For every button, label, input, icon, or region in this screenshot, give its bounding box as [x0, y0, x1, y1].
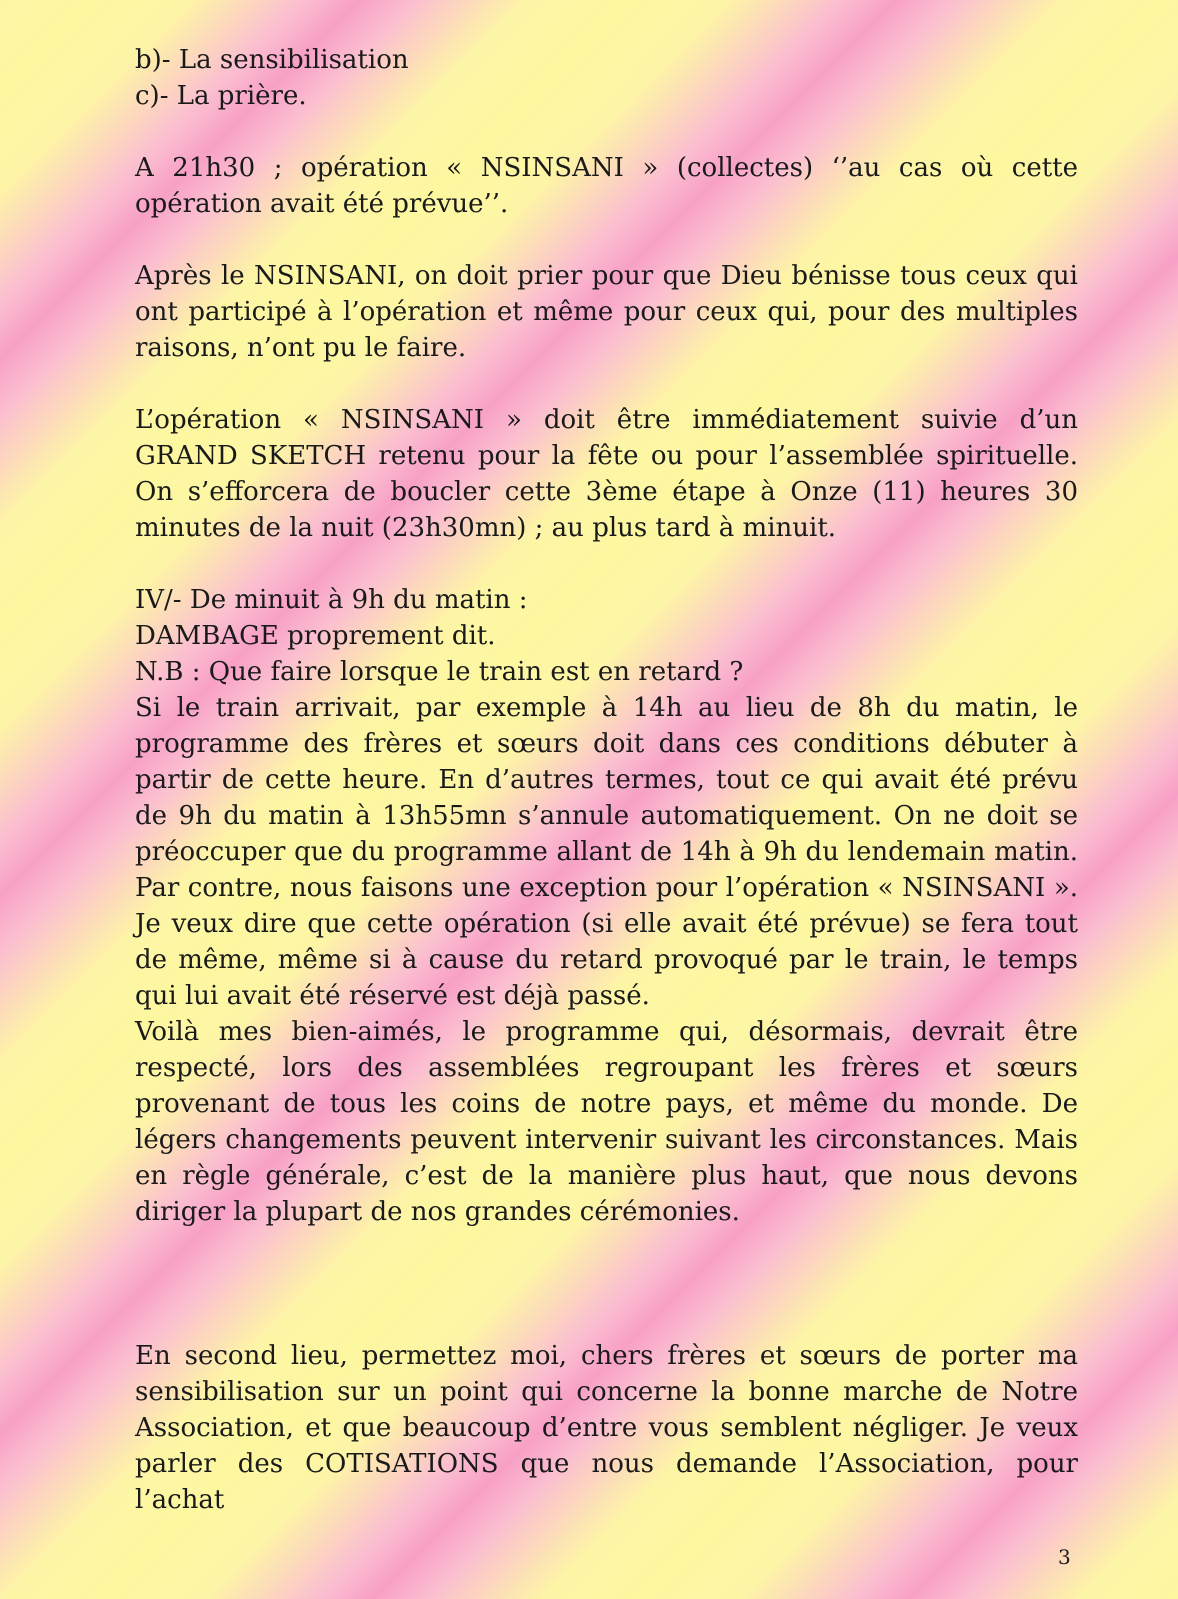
paragraph-sketch: L’opération « NSINSANI » doit être immédiatement suivie d’un GRAND SKETCH retenu pour la fête ou pour l’assemblée spirituelle. On s’efforcera de boucler cette 3ème étape à Onze (11) heures 30 minutes de la nuit (23h30mn) ; au plus tard à minuit. [135, 405, 1078, 543]
paragraph-cotisations: En second lieu, permettez moi, chers frères et sœurs de porter ma sensibilisation sur un point qui concerne la bonne marche de Notre Association, et que beaucoup d’entre vous semblent négliger. Je veux parler des COTISATIONS que nous demande l’Association, pour l’achat [135, 1341, 1078, 1515]
section-heading: IV/- De minuit à 9h du matin : [135, 585, 528, 615]
spacer [135, 114, 1078, 150]
section-subheading: DAMBAGE proprement dit. [135, 621, 496, 651]
nb-question: N.B : Que faire lorsque le train est en retard ? [135, 657, 744, 687]
paragraph-retard: Si le train arrivait, par exemple à 14h au lieu de 8h du matin, le programme des frères et sœurs doit dans ces conditions débuter à partir de cette heure. En d’autres termes, tout ce qui avait été prévu de 9h du matin à 13h55mn s’annule automatiquement. On ne doit se préoccuper que du programme allant de 14h à 9h du lendemain matin. Par contre, nous faisons une exception pour l’opération « NSINSANI ». Je veux dire que cette opération (si elle avait été prévue) se fera tout de même, même si à cause du retard provoqué par le train, le temps qui lui avait été réservé est déjà passé. [135, 693, 1078, 1011]
list-item-b: b)- La sensibilisation [135, 45, 409, 75]
document-page [135, 42, 1078, 1518]
spacer-large [135, 1230, 1078, 1338]
paragraph-programme: Voilà mes bien-aimés, le programme qui, désormais, devrait être respecté, lors des assemblées regroupant les frères et sœurs provenant de tous les coins de notre pays, et même du monde. De légers changements peuvent intervenir suivant les circonstances. Mais en règle générale, c’est de la manière plus haut, que nous devons diriger la plupart de nos grandes cérémonies. [135, 1017, 1078, 1227]
page-number: 3 [1058, 1545, 1071, 1569]
spacer [135, 366, 1078, 402]
spacer [135, 222, 1078, 258]
paragraph-priere: Après le NSINSANI, on doit prier pour que Dieu bénisse tous ceux qui ont participé à l’opération et même pour ceux qui, pour des multiples raisons, n’ont pu le faire. [135, 261, 1078, 363]
paragraph-collectes: A 21h30 ; opération « NSINSANI » (collectes) ‘’au cas où cette opération avait été prévue’’. [135, 153, 1078, 219]
list-item-c: c)- La prière. [135, 81, 307, 111]
spacer [135, 546, 1078, 582]
